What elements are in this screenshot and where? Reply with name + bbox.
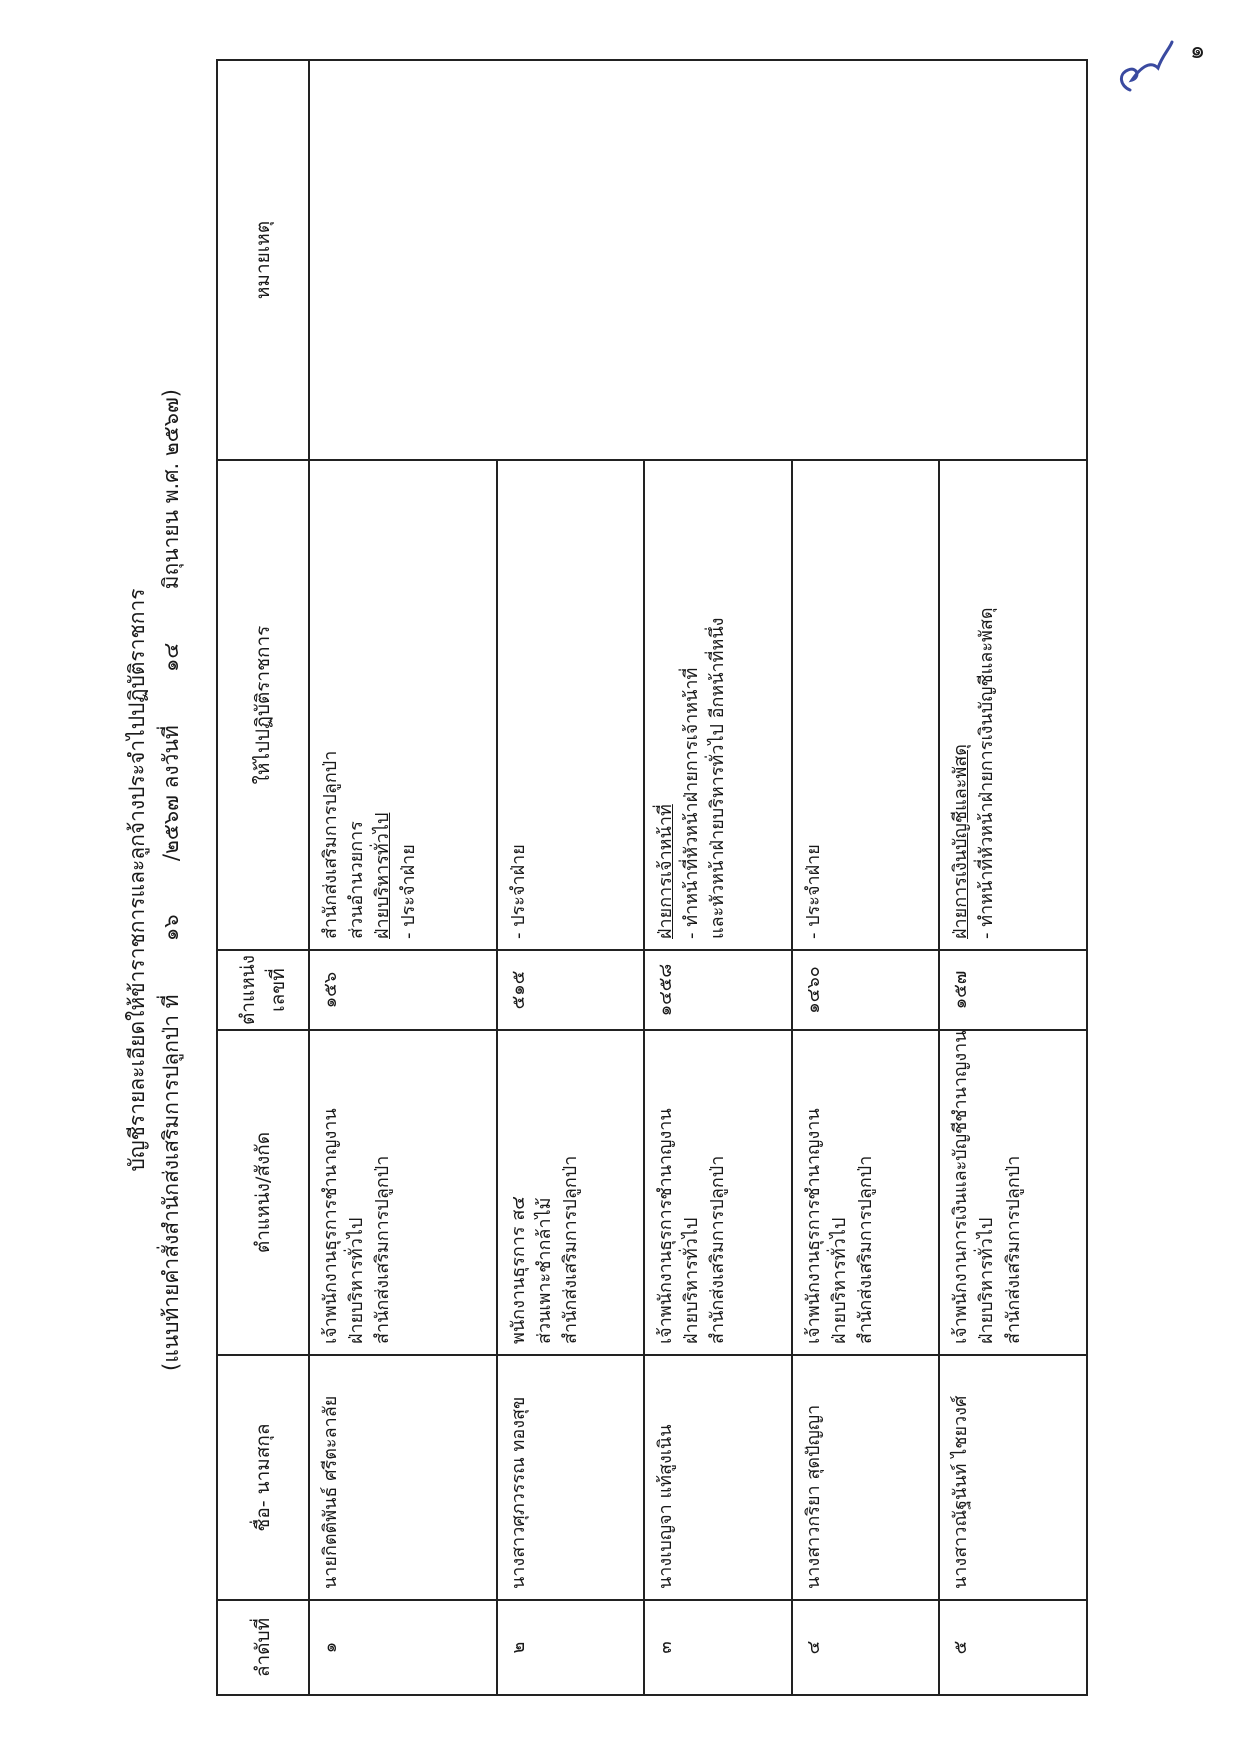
person-name: นางสาวกริยา สุดปัญญา bbox=[792, 1355, 940, 1600]
table-header-row bbox=[217, 60, 309, 1695]
header-assignment: ให้ไปปฏิบัติราชการ bbox=[217, 460, 309, 950]
person-position: เจ้าพนักงานธุรการชำนาญงาน ฝ่ายบริหารทั่วไป สำนักส่งเสริมการปลูกป่า bbox=[792, 1030, 940, 1355]
row-number: ๔ bbox=[792, 1600, 940, 1695]
person-position: พนักงานธุรการ ส๔ ส่วนเพาะชำกล้าไม้ สำนักส่งเสริมการปลูกป่า bbox=[497, 1030, 645, 1355]
order-day: ๑๔ bbox=[159, 642, 183, 672]
header-remark: หมายเหตุ bbox=[217, 60, 309, 460]
heading-suffix: มิถุนายน พ.ศ. ๒๕๖๗) bbox=[159, 389, 183, 590]
signature-mark bbox=[1110, 38, 1180, 98]
row-number: ๕ bbox=[939, 1600, 1087, 1695]
row-number: ๓ bbox=[644, 1600, 792, 1695]
assignment: ฝ่ายการเงินบัญชีและพัสดุ - ทำหน้าที่หัวหน้าฝ่ายการเงินบัญชีและพัสดุ bbox=[939, 460, 1087, 950]
assignment-unit: ฝ่ายการเงินบัญชีและพัสดุ bbox=[950, 744, 972, 939]
order-number: ๑๖ bbox=[159, 914, 183, 942]
document-heading bbox=[120, 42, 210, 1718]
header-no: ลำดับที่ bbox=[217, 1600, 309, 1695]
position-number: ๑๕๗ bbox=[939, 950, 1087, 1030]
person-position: เจ้าพนักงานธุรการชำนาญงาน ฝ่ายบริหารทั่วไป สำนักส่งเสริมการปลูกป่า bbox=[309, 1030, 497, 1355]
assignment-table bbox=[216, 59, 1088, 1696]
person-name: นางสาวณัฐนันท์ ไชยวงศ์ bbox=[939, 1355, 1087, 1600]
remark-cell bbox=[309, 60, 1087, 460]
header-name: ชื่อ- นามสกุล bbox=[217, 1355, 309, 1600]
header-position-number: ตำแหน่ง เลขที่ bbox=[217, 950, 309, 1030]
assignment: สำนักส่งเสริมการปลูกป่า ส่วนอำนวยการ ฝ่ายบริหารทั่วไป - ประจำฝ่าย bbox=[309, 460, 497, 950]
position-number: ๕๑๕ bbox=[497, 950, 645, 1030]
position-number: ๑๕๖ bbox=[309, 950, 497, 1030]
person-position: เจ้าพนักงานการเงินและบัญชีชำนาญงาน ฝ่ายบริหารทั่วไป สำนักส่งเสริมการปลูกป่า bbox=[939, 1030, 1087, 1355]
position-number: ๑๔๖๐ bbox=[792, 950, 940, 1030]
assignment: - ประจำฝ่าย bbox=[497, 460, 645, 950]
person-position: เจ้าพนักงานธุรการชำนาญงาน ฝ่ายบริหารทั่วไป สำนักส่งเสริมการปลูกป่า bbox=[644, 1030, 792, 1355]
heading-line-1: บัญชีรายละเอียดให้ข้าราชการและลูกจ้างประจำไปปฏิบัติราชการ bbox=[125, 588, 149, 1172]
heading-prefix: (แนบท้ายคำสั่งสำนักส่งเสริมการปลูกป่า ที่ bbox=[159, 994, 183, 1371]
table-row bbox=[309, 60, 497, 1695]
assignment-unit: ฝ่ายบริหารทั่วไป bbox=[372, 812, 394, 939]
assignment: ฝ่ายการเจ้าหน้าที่ - ทำหน้าที่หัวหน้าฝ่ายการเจ้าหน้าที่ และหัวหน้าฝ่ายบริหารทั่วไป อีกหน้าที่หนึ่ง bbox=[644, 460, 792, 950]
position-number: ๑๔๕๘ bbox=[644, 950, 792, 1030]
assignment-unit: ฝ่ายการเจ้าหน้าที่ bbox=[655, 804, 677, 939]
row-number: ๑ bbox=[309, 1600, 497, 1695]
row-number: ๒ bbox=[497, 1600, 645, 1695]
rotated-sheet bbox=[120, 42, 1080, 1718]
person-name: นางสาวศุภวรรณ ทองสุข bbox=[497, 1355, 645, 1600]
header-position: ตำแหน่ง/สังกัด bbox=[217, 1030, 309, 1355]
assignment: - ประจำฝ่าย bbox=[792, 460, 940, 950]
person-name: นายกิตติพันธ์ ศรีตะลาลัย bbox=[309, 1355, 497, 1600]
heading-line-2 bbox=[154, 42, 188, 1718]
heading-mid: /๒๕๖๗ ลงวันที่ bbox=[159, 725, 183, 862]
page-number: ๑ bbox=[1190, 36, 1206, 64]
person-name: นางเบญจา แท้สูงเนิน bbox=[644, 1355, 792, 1600]
